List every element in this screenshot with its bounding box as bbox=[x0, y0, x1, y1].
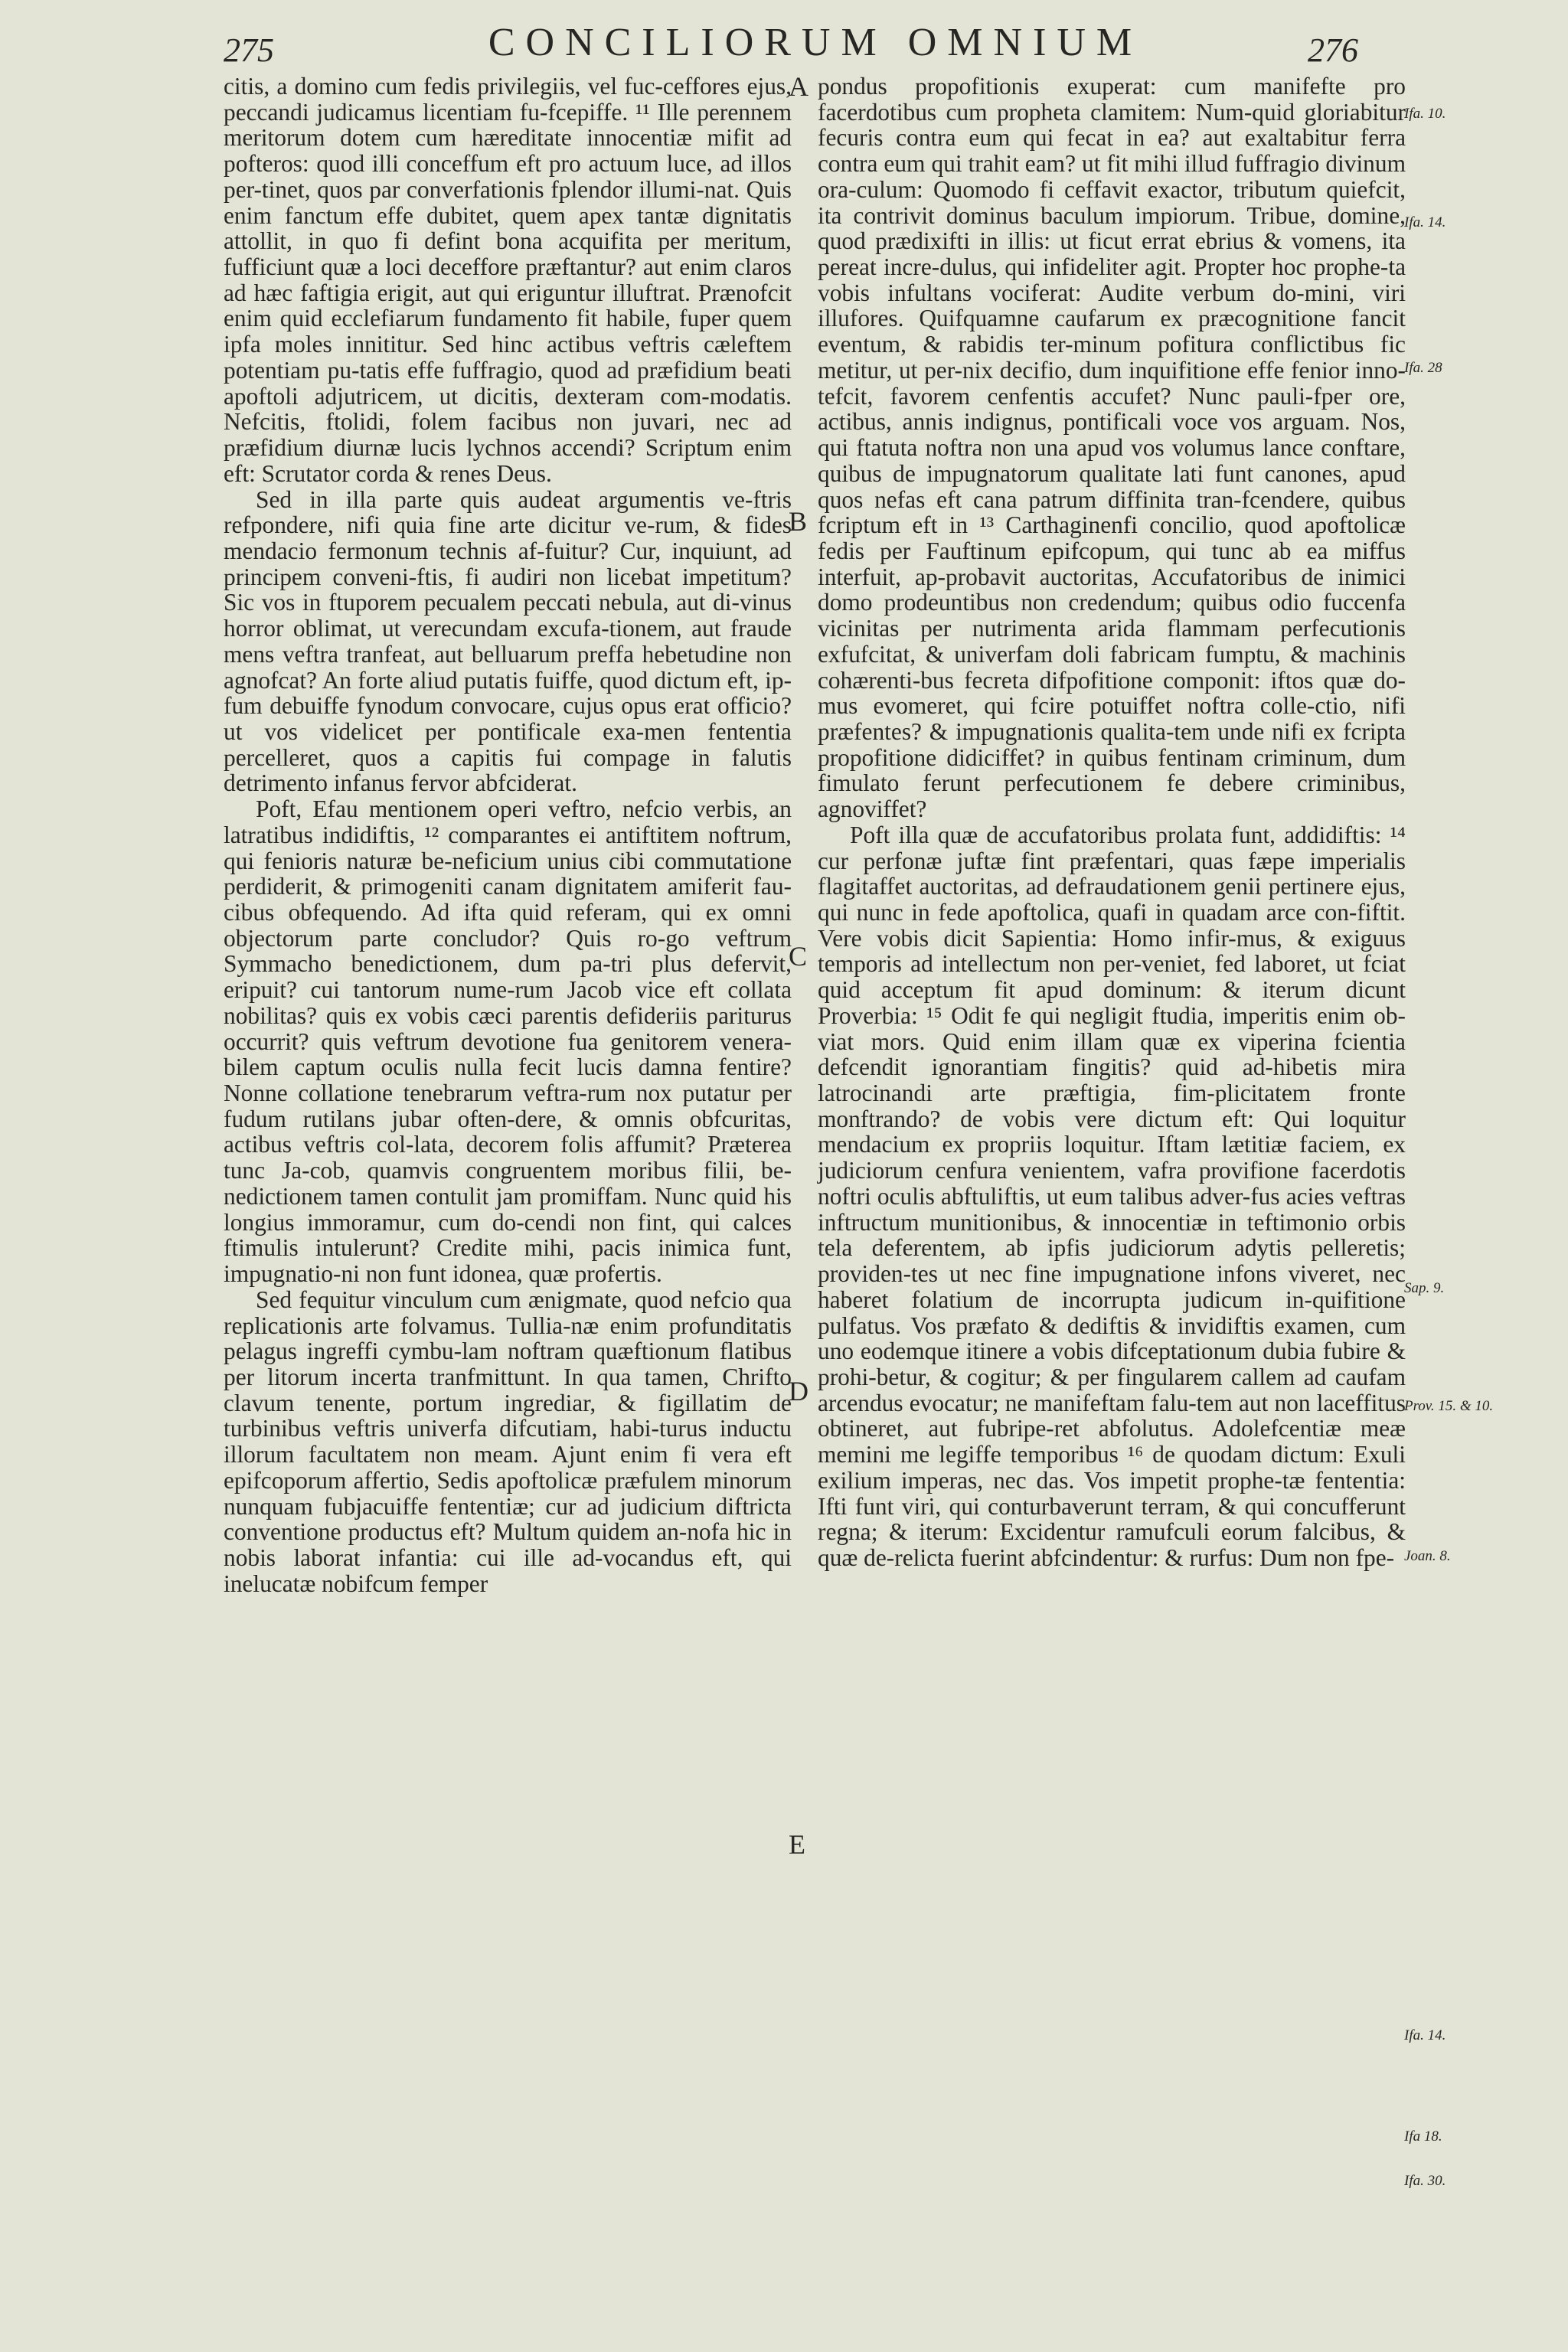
paragraph: Poft illa quæ de accufatoribus prolata funt, addidiftis: ¹⁴ cur perfonæ juftæ fint præfentari, quas fæpe imperialis flagitaffet auctoritas, ad defraudationem genii pertinere ejus, qui nunc in fede apoftolica, quafi in quadam arce con-fiftit. Vere vobis dicit Sapientia: Homo infir-mus, & exiguus temporis ad intellectum non per-veniet, fed laboret, ut fciat quid acceptum fit apud dominum: & iterum dicunt Proverbia: ¹⁵ Odit fe qui negligit ftudia, imperitis enim ob-viat mors. Quid enim illam quæ ex viperina fcientia defcendit ignorantiam fingitis? quid ad-hibetis mira latrocinandi arte præftigia, fim-plicitatem fronte monftrando? de vobis vere dictum eft: Qui loquitur mendacium ex propriis loquitur. Iftam lætitiæ faciem, ex judiciorum cenfura venientem, vafra provifione facerdotis noftri oculis abftuliftis, ut eum talibus adver-fus acies veftras inftructum munitionibus, & innocentiæ in teftimonio orbis tela deferentem, ab ipfis judiciorum adytis pelleretis; providen-tes ut nec fine impugnatione infons viveret, nec haberet folatium de incorrupta judicum in-quifitione pulfatus. Vos præfato & dediftis & invidiftis examen, cum uno eodemque itinere a vobis difceptationum dubia fubire & prohi-betur, & cogitur; & per fingularem callem ad caufam arcendus evocatur; ne manifeftam falu-tem aut non laceffitus obtineret, aut fubripe-ret abfolutus. Adolefcentiæ meæ memini me legiffe temporibus ¹⁶ de quodam dictum: Exuli exilium imperas, nec das. Vos impetit prophe-tæ fententia: Ifti funt viri, qui conturbaverunt terram, & qui concufferunt regna; & iterum: Excidentur ramufculi eorum falcibus, & quæ de-relicta fuerint abfcindentur: & rurfus: Dum non fpe- bbox=[818, 821, 1406, 1571]
margin-note: Ifa. 14. bbox=[1404, 2027, 1446, 2043]
left-column bbox=[224, 74, 792, 1596]
margin-note: Ifa. 30. bbox=[1404, 2173, 1446, 2189]
section-letter-b: B bbox=[789, 506, 808, 537]
section-letter-e: E bbox=[789, 1829, 805, 1860]
page-number-left: 275 bbox=[224, 31, 274, 69]
margin-note: Prov. 15. & 10. bbox=[1404, 1398, 1494, 1414]
margin-note: Ifa. 14. bbox=[1404, 214, 1446, 230]
section-letter-a: A bbox=[789, 71, 808, 102]
paragraph: Sed fequitur vinculum cum ænigmate, quod nefcio qua replicationis arte folvamus. Tullia-næ enim profunditatis pelagus ingreffi cymbu-lam noftram quæftionum flatibus per litorum incerta tranfmittunt. In qua tamen, Chrifto clavum tenente, portum ingrediar, & figillatim de turbinibus veftris univerfa difcutiam, habi-turus inductu illorum facultatem non meam. Ajunt enim fi vera eft epifcoporum affertio, Sedis apoftolicæ præfulem minorum nunquam fubjacuiffe fententiæ; cur ad judicium diftricta conventione productus eft? Multum quidem an-nofa hic in nobis laborat infantia: cui ille ad-vocandus eft, qui inelucatæ nobifcum femper bbox=[224, 1285, 792, 1597]
paragraph: Poft, Efau mentionem operi veftro, nefcio verbis, an latratibus indidiftis, ¹² comparantes ei antiftitem noftrum, qui fenioris naturæ be-neficium unius cibi commutatione perdiderit, & primogeniti canam dignitatem amiferit fau-cibus obfequendo. Ad ifta quid referam, qui ex omni objectorum parte concludor? Quis ro-go veftrum Symmacho benedictionem, dum pa-tri plus defervit, eripuit? cui tantorum nume-rum Jacob vice eft collata nobilitas? quis ex vobis cæci parentis defideriis pariturus occurrit? quis veftrum devotione fua genitorem venera-bilem captum oculis nulla fecit lucis damna fentire? Nonne collatione tenebrarum veftra-rum nox putatur per fudum rutilans jubar often-dere, & omnis obfcuritas, actibus veftris col-lata, decorem folis affumit? Præterea tunc Ja-cob, quamvis congruentem moribus filii, be-nedictionem tamen contulit jam promiffam. Nunc quid his longius immoramur, cum do-cendi non fint, qui calces ftimulis intulerunt? Credite mihi, pacis inimica funt, impugnatio-ni non funt idonea, quæ profertis. bbox=[224, 795, 792, 1288]
margin-note: Ifa 18. bbox=[1404, 2128, 1442, 2145]
page-header bbox=[0, 11, 1568, 69]
section-letter-d: D bbox=[789, 1376, 808, 1406]
section-letter-c: C bbox=[789, 941, 808, 972]
margin-note: Joan. 8. bbox=[1404, 1548, 1451, 1564]
margin-note: Ifa. 28 bbox=[1404, 360, 1442, 376]
paragraph: Sed in illa parte quis audeat argumentis ve-ftris refpondere, nifi quia fine arte dicitur ve-rum, & fides mendacio fermonum technis af-fuitur? Cur, inquiunt, ad principem conveni-ftis, fi audiri non licebat impetitum? Sic vos in ftuporem pecualem peccati nebula, aut di-vinus horror oblimat, ut verecundam excufa-tionem, aut fraude mens veftra tranfeat, aut belluarum preffa hebetudine non agnofcat? An forte aliud putatis fuiffe, quod dictum eft, ip-fum debuiffe fynodum convocare, cujus opus erat officio? ut vos videlicet per pontificale exa-men fententia percelleret, quos a capitis fui compage in falutis detrimento infanus fervor abfciderat. bbox=[224, 485, 792, 797]
right-column bbox=[818, 74, 1406, 1571]
paragraph: pondus propofitionis exuperat: cum manifefte pro facerdotibus cum propheta clamitem: Num-quid gloriabitur fecuris contra eum qui fecat in ea? aut exaltabitur ferra contra eum qui trahit eam? ut fit mihi illud fuffragio divinum ora-culum: Quomodo fi ceffavit exactor, tributum quiefcit, ita contrivit dominus baculum impiorum. Tribue, domine, quod prædixifti in illis: ut ficut errat ebrius & vomens, ita pereat incre-dulus, qui infideliter agit. Propter hoc prophe-ta vobis infultans vociferat: Audite verbum do-mini, viri illufores. Quifquamne caufarum ex præcognitione fancit eventum, & rabidis ter-minum pofitura conflictibus fic metitur, ut per-nix decifio, dum inquifitione effe fenior inno-tefcit, favorem cenfentis accufet? Nunc pauli-fper ore, actibus, annis indignus, pontificali voce vos arguam. Nos, qui ftatuta noftra non una apud vos volumus lance conftare, quibus de impugnatorum qualitate lati funt canones, apud quos nefas eft cana patrum diffinita tran-fcendere, quibus fcriptum eft in ¹³ Carthaginenfi concilio, quod apoftolicæ fedis per Fauftinum epifcopum, qui tunc ab ea miffus interfuit, ap-probavit auctoritas, Accufatoribus de inimici domo prodeuntibus non credendum; quibus odio fuccenfa vicinitas per nutrimenta arida flammam perfecutionis exfufcitat, & univerfam doli fabricam fumptu, & machinis cohærenti-bus fecreta difpofitione componit: iftos quæ do-mus evomeret, qui fcire potuiffet noftra colle-ctio, nifi præfentes? & impugnationis qualita-tem unde nifi ex fcripta propofitione didiciffet? in quibus fentinam criminum, dum fimulato ferunt perfecutionem fe debere criminibus, agnoviffet? bbox=[818, 73, 1406, 823]
paragraph: citis, a domino cum fedis privilegiis, vel fuc-ceffores ejus, peccandi judicamus licentiam fu-fcepiffe. ¹¹ Ille perennem meritorum dotem cum hæreditate innocentiæ mifit ad pofteros: quod illi conceffum eft pro actuum luce, ad illos per-tinet, quos par converfationis fplendor illumi-nat. Quis enim fanctum effe dubitet, quem apex tantæ dignitatis attollit, in quo fi defint bona acquifita per meritum, fufficiunt quæ a loci decefforе præftantur? aut enim claros ad hæc faftigia erigit, aut qui eriguntur illuftrat. Prænofcit enim quid ecclefiarum fundamento fit habile, fuper quem ipfa moles innititur. Sed hinc actibus veftris cæleftem potentiam pu-tatis effe fuffragio, quod ad præfidium beati apoftoli adjutricem, ut dicitis, dexteram com-modatis. Nefcitis, ftolidi, folem facibus non juvari, nec ad præfidium diurnæ lucis lychnos accendi? Scriptum enim eft: Scrutator corda & renes Deus. bbox=[224, 73, 792, 487]
running-title: CONCILIORUM OMNIUM bbox=[488, 21, 1143, 64]
page-number-right: 276 bbox=[1308, 31, 1358, 69]
margin-note: Ifa. 10. bbox=[1404, 106, 1446, 122]
margin-note: Sap. 9. bbox=[1404, 1280, 1445, 1296]
